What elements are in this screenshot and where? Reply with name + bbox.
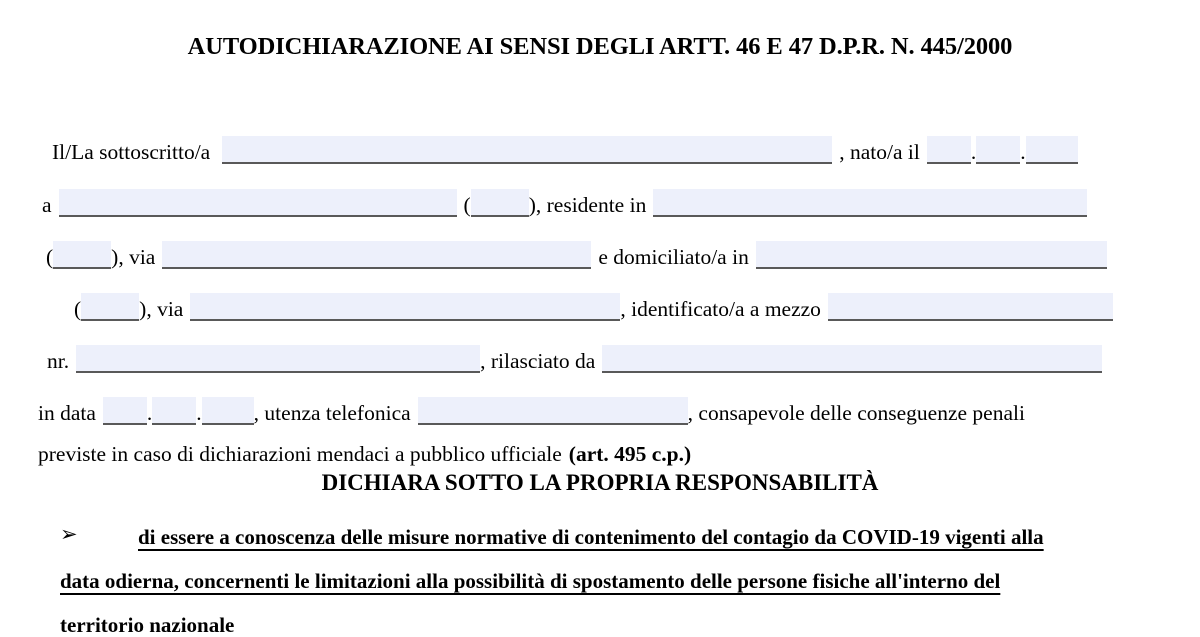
label-nr: nr. — [47, 349, 70, 373]
text-art-495-cp: (art. 495 c.p.) — [568, 442, 692, 466]
input-via-residenza[interactable] — [162, 241, 591, 269]
text-dichiarazioni-mendaci: previste in caso di dichiarazioni mendaci a pubblico ufficiale — [38, 442, 562, 466]
label-domiciliato-in: e domiciliato/a in — [598, 245, 749, 269]
input-via-domicilio[interactable] — [190, 293, 620, 321]
label-via-domicilio: ), via — [139, 297, 184, 321]
label-in-data: in data — [38, 401, 96, 425]
input-comune-residenza[interactable] — [653, 189, 1087, 217]
date-separator-4: . — [196, 401, 202, 425]
input-comune-domicilio[interactable] — [756, 241, 1107, 269]
arrow-bullet-icon: ➢ — [60, 522, 78, 546]
label-identificato-a-mezzo: , identificato/a a mezzo — [620, 297, 821, 321]
date-separator-2: . — [1020, 140, 1026, 164]
input-provincia-domicilio[interactable] — [81, 293, 139, 321]
input-rilascio-anno[interactable] — [202, 397, 254, 425]
label-a: a — [42, 193, 52, 217]
input-provincia-nascita[interactable] — [471, 189, 529, 217]
input-documento-tipo[interactable] — [828, 293, 1113, 321]
form-line-sottoscritto — [52, 131, 1078, 164]
paren-open-provincia-nascita: ( — [463, 193, 471, 217]
declaration-text-line-1: di essere a conoscenza delle misure normative di contenimento del contagio da COVID-19 vigenti alla — [138, 525, 1044, 549]
input-utenza-telefonica[interactable] — [418, 397, 688, 425]
date-separator-1: . — [970, 140, 977, 164]
label-nato-il: , nato/a il — [839, 140, 920, 164]
label-consapevole: , consapevole delle conseguenze penali — [687, 401, 1025, 425]
page-title: AUTODICHIARAZIONE AI SENSI DEGLI ARTT. 46 E 47 D.P.R. N. 445/2000 — [187, 33, 1013, 60]
input-nascita-mese[interactable] — [976, 136, 1020, 164]
declaration-text-line-2: data odierna, concernenti le limitazioni alla possibilità di spostamento delle persone fisiche all'interno del — [60, 569, 1001, 593]
section-heading-dichiara: DICHIARA SOTTO LA PROPRIA RESPONSABILITÀ — [321, 470, 879, 495]
label-utenza-telefonica: , utenza telefonica — [253, 401, 411, 425]
input-provincia-residenza[interactable] — [53, 241, 111, 269]
input-nascita-giorno[interactable] — [927, 136, 971, 164]
input-documento-rilasciato-da[interactable] — [602, 345, 1102, 373]
label-via-residenza: ), via — [111, 245, 156, 269]
label-rilasciato-da: , rilasciato da — [480, 349, 596, 373]
paren-open-provincia-domicilio: ( — [74, 297, 82, 321]
form-line-data-utenza — [38, 392, 1025, 425]
input-documento-numero[interactable] — [76, 345, 480, 373]
date-separator-3: . — [146, 401, 153, 425]
input-rilascio-giorno[interactable] — [103, 397, 147, 425]
label-residente-in: ), residente in — [528, 193, 647, 217]
input-rilascio-mese[interactable] — [152, 397, 196, 425]
label-sottoscritto: Il/La sottoscritto/a — [52, 140, 211, 164]
input-nome-cognome[interactable] — [222, 136, 832, 164]
paren-open-provincia-residenza: ( — [46, 245, 54, 269]
form-line-via-domicilio — [74, 288, 1113, 321]
form-line-conseguenze-penali — [38, 444, 691, 466]
input-nascita-anno[interactable] — [1026, 136, 1078, 164]
form-line-via-residenza — [46, 236, 1107, 269]
declaration-text-line-3: territorio nazionale — [60, 613, 235, 637]
form-line-documento — [47, 340, 1102, 373]
form-line-luogo-nascita — [42, 184, 1087, 217]
input-comune-nascita[interactable] — [59, 189, 457, 217]
